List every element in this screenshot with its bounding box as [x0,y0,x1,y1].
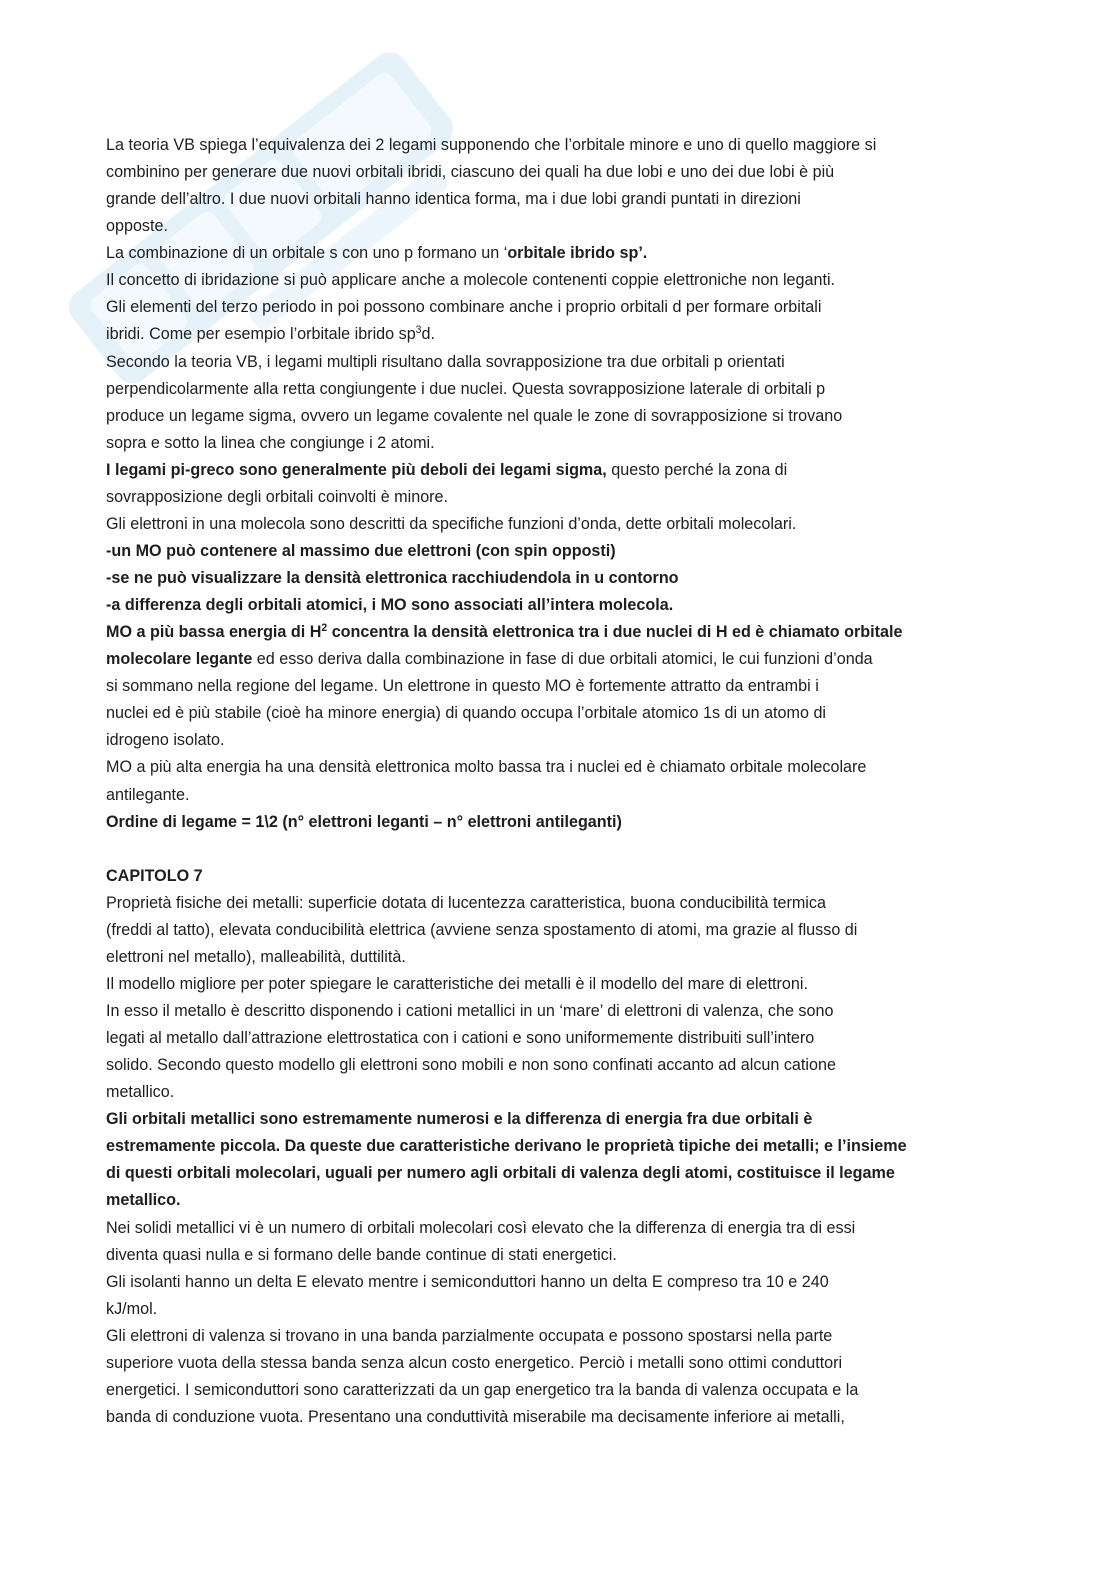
text-line [106,348,1056,375]
bold-text: I legami pi-greco sono generalmente più deboli dei legami sigma, [106,459,607,479]
text-line [106,293,1056,320]
text-line [106,510,1056,537]
text-run: Proprietà fisiche dei metalli: superficie dotata di lucentezza caratteristica, buona conducibilità termica [106,892,826,912]
text-line [106,889,1056,916]
text-run: Gli elementi del terzo periodo in poi possono combinare anche i proprio orbitali d per formare orbitali [106,297,822,317]
text-run: grande dell’altro. I due nuovi orbitali hanno identica forma, ma i due lobi grandi puntati in direzioni [106,189,801,209]
bold-text: estremamente piccola. Da queste due caratteristiche derivano le proprietà tipiche dei metalli; e l’insieme [106,1136,907,1156]
text-line [106,1186,1056,1213]
text-line [106,266,1056,293]
text-line [106,375,1056,402]
text-run: ed esso deriva dalla combinazione in fase di due orbitali atomici, le cui funzioni d’onda [252,649,873,669]
text-run: questo perché la zona di [606,459,788,479]
text-run: produce un legame sigma, ovvero un legame covalente nel quale le zone di sovrapposizione si trovano [106,405,843,425]
text-run: Nei solidi metallici vi è un numero di orbitali molecolari così elevato che la differenza di energia tra di essi [106,1217,856,1237]
text-run: si sommano nella regione del legame. Un elettrone in questo MO è fortemente attratto da entrambi i [106,676,819,696]
text-line [106,564,1056,591]
bold-text: di questi orbitali molecolari, uguali per numero agli orbitali di valenza degli atomi, costituisce il legame [106,1163,895,1183]
text-line [106,158,1056,185]
text-run: nuclei ed è più stabile (cioè ha minore energia) di quando occupa l’orbitale atomico 1s di un atomo di [106,703,827,723]
bold-text: Ordine di legame = 1\2 (n° elettroni leganti – n° elettroni antileganti) [106,811,622,831]
bold-text: -se ne può visualizzare la densità elettronica racchiudendola in u contorno [106,568,679,587]
text-line [106,781,1056,808]
bold-text: -a differenza degli orbitali atomici, i MO sono associati all’intera molecola. [106,595,674,615]
text-line [106,1214,1056,1241]
text-run: Il concetto di ibridazione si può applicare anche a molecole contenenti coppie elettroniche non leganti. [106,270,836,290]
text-line [106,618,1056,645]
text-run: perpendicolarmente alla retta congiungente i due nuclei. Questa sovrapposizione laterale di orbitali p [106,378,826,398]
bold-text: molecolare legante [106,649,253,669]
text-run: La teoria VB spiega l’equivalenza dei 2 legami supponendo che l’orbitale minore e uno di quello maggiore si [106,135,877,154]
text-line [106,1376,1056,1403]
text-line [106,997,1056,1024]
bold-text: orbitale ibrido sp’. [507,243,648,263]
text-line [106,185,1056,212]
text-line [106,1295,1056,1322]
text-line [106,1241,1056,1268]
text-run: metallico. [106,1082,175,1102]
text-run: energetici. I semiconduttori sono caratterizzati da un gap energetico tra la banda di valenza occupata e la [106,1379,859,1399]
bold-text: Gli orbitali metallici sono estremamente numerosi e la differenza di energia fra due orbitali è [106,1109,813,1129]
text-line [106,1268,1056,1295]
text-run: (freddi al tatto), elevata conducibilità elettrica (avviene senza spostamento di atomi, ma grazie al flusso di [106,919,858,939]
text-run: In esso il metallo è descritto disponendo i cationi metallici in un ‘mare’ di elettroni di valenza, che sono [106,1001,834,1020]
text-line [106,862,1056,889]
text-run: sopra e sotto la linea che congiunge i 2 atomi. [106,432,435,452]
text-run: Secondo la teoria VB, i legami multipli risultano dalla sovrapposizione tra due orbitali p orientati [106,351,785,371]
text-line [106,212,1056,239]
text-run: elettroni nel metallo), malleabilità, duttilità. [106,946,406,966]
text-line [106,970,1056,997]
text-line [106,645,1056,672]
text-line [106,1349,1056,1376]
text-run: legati al metallo dall’attrazione elettrostatica con i cationi e sono uniformemente distribuiti sull’intero [106,1028,815,1048]
text-line [106,429,1056,456]
text-run: opposte. [106,216,168,236]
text-line [106,239,1056,266]
text-run: Il modello migliore per poter spiegare le caratteristiche dei metalli è il modello del mare di elettroni. [106,973,808,993]
text-line [106,808,1056,835]
text-line [106,672,1056,699]
text-run: antilegante. [106,784,190,804]
text-line [106,483,1056,510]
text-line [106,916,1056,943]
text-line [106,943,1056,970]
superscript: 3 [415,324,422,337]
document-body [106,131,1106,1430]
text-run: diventa quasi nulla e si formano delle bande continue di stati energetici. [106,1244,617,1264]
text-line [106,699,1056,726]
text-line [106,402,1056,429]
text-line [106,1105,1056,1132]
text-line [106,1159,1056,1186]
text-run: Gli isolanti hanno un delta E elevato mentre i semiconduttori hanno un delta E compreso tra 10 e 240 [106,1271,829,1291]
bold-text: concentra la densità elettronica tra i due nuclei di H ed è chiamato orbitale [327,622,903,642]
text-line [106,537,1056,564]
text-line [106,726,1056,753]
bold-text: MO a più bassa energia di H [106,622,322,642]
text-run: MO a più alta energia ha una densità elettronica molto bassa tra i nuclei ed è chiamato orbitale molecolare [106,757,867,777]
text-line [106,1024,1056,1051]
bold-text: CAPITOLO 7 [106,865,203,885]
text-run: banda di conduzione vuota. Presentano una conduttività miserabile ma decisamente inferiore ai metalli, [106,1406,845,1426]
superscript: 2 [321,622,328,635]
text-line [106,591,1056,618]
text-run: d. [421,324,435,344]
text-run: Gli elettroni di valenza si trovano in una banda parzialmente occupata e possono spostarsi nella parte [106,1325,833,1345]
text-run: La combinazione di un orbitale s con uno p formano un ‘ [106,243,508,263]
text-run: sovrapposizione degli orbitali coinvolti è minore. [106,486,449,506]
text-run: Gli elettroni in una molecola sono descritti da specifiche funzioni d’onda, dette orbitali molecolari. [106,513,797,533]
text-line [106,1322,1056,1349]
text-line [106,1078,1056,1105]
bold-text: metallico. [106,1190,181,1210]
text-line [106,1403,1056,1430]
text-line [106,131,1056,158]
text-run: superiore vuota della stessa banda senza alcun costo energetico. Perciò i metalli sono ottimi conduttori [106,1352,843,1372]
text-line [106,456,1056,483]
text-run: combinino per generare due nuovi orbitali ibridi, ciascuno dei quali ha due lobi e uno dei due lobi è più [106,162,835,182]
text-line [106,753,1056,780]
text-run: ibridi. Come per esempio l’orbitale ibrido sp [106,324,416,344]
text-run: solido. Secondo questo modello gli elettroni sono mobili e non sono confinati accanto ad alcun catione [106,1055,836,1075]
bold-text: -un MO può contenere al massimo due elettroni (con spin opposti) [106,540,616,560]
text-run: idrogeno isolato. [106,730,225,750]
text-line [106,1132,1056,1159]
text-line [106,320,1056,347]
text-line [106,1051,1056,1078]
blank-line [106,835,1056,862]
text-run: kJ/mol. [106,1298,158,1318]
